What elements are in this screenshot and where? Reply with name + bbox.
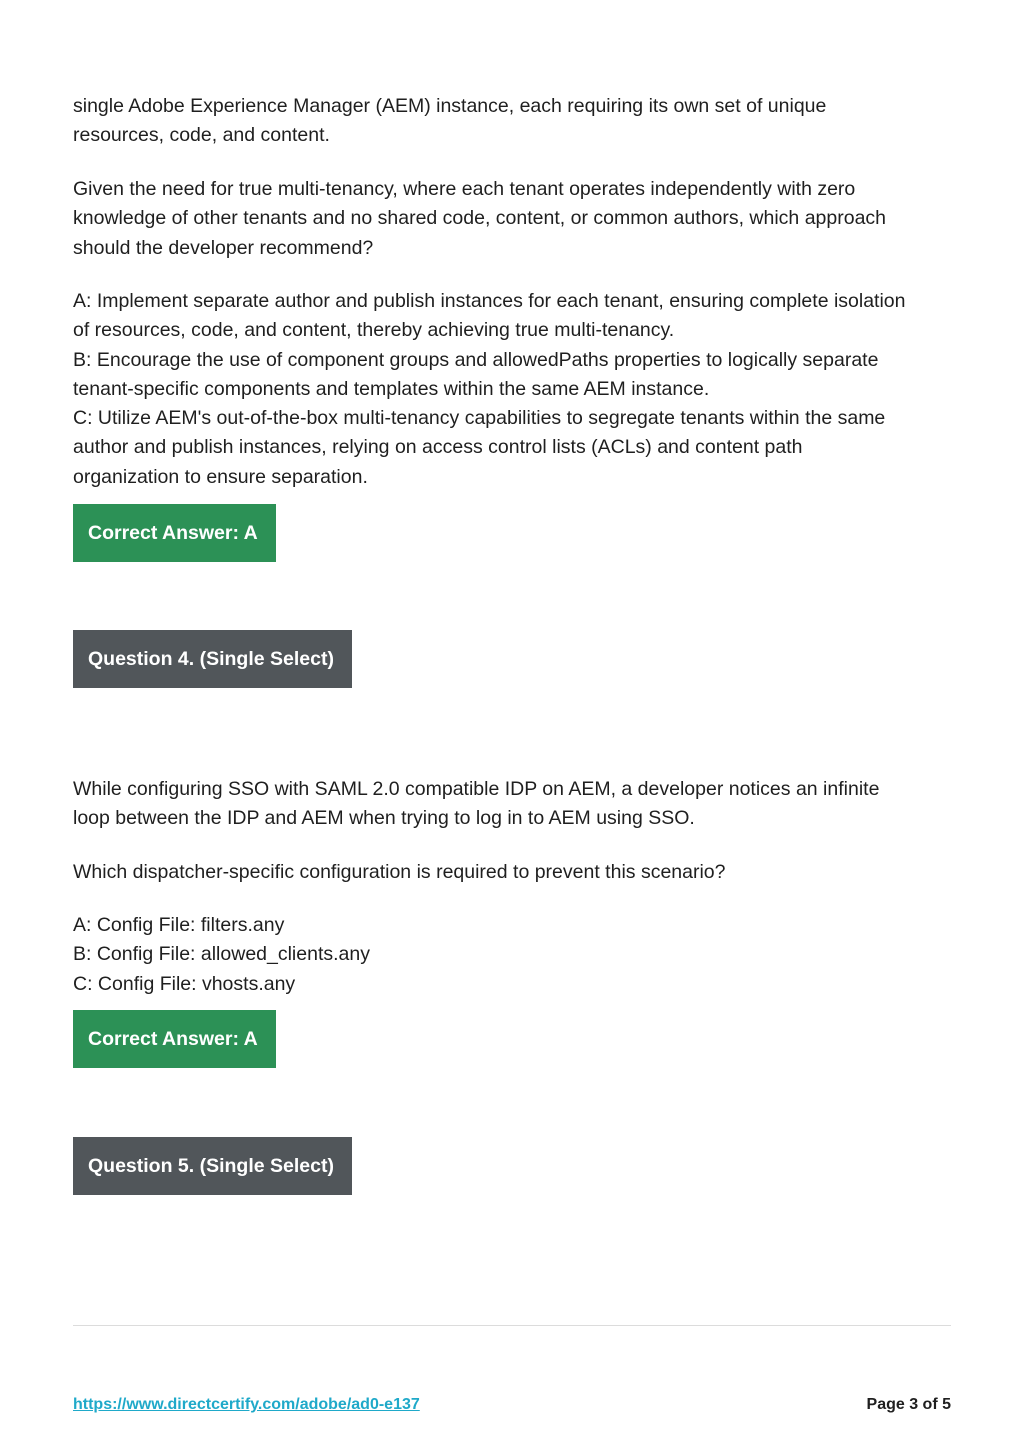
text-line: Given the need for true multi-tenancy, where each tenant operates independently with zero bbox=[73, 178, 856, 200]
option-line: C: Config File: vhosts.any bbox=[73, 972, 296, 995]
option-line: of resources, code, and content, thereby achieving true multi-tenancy. bbox=[73, 319, 675, 342]
q4-header-badge: Question 4. (Single Select) bbox=[73, 630, 352, 688]
option-line: B: Config File: allowed_clients.any bbox=[73, 943, 370, 966]
q3-options bbox=[73, 287, 963, 492]
text-line: knowledge of other tenants and no shared code, content, or common authors, which approach bbox=[73, 207, 887, 230]
text-line: single Adobe Experience Manager (AEM) instance, each requiring its own set of unique bbox=[73, 95, 827, 117]
footer-website-link[interactable]: https://www.directcertify.com/adobe/ad0-e137 bbox=[73, 1396, 420, 1413]
q4-options bbox=[73, 911, 963, 999]
option-line: B: Encourage the use of component groups and allowedPaths properties to logically separate bbox=[73, 348, 879, 371]
q4-scenario-text bbox=[73, 775, 963, 834]
footer-divider bbox=[73, 1325, 951, 1326]
q3-intro-text bbox=[73, 92, 963, 151]
q3-question-text bbox=[73, 175, 963, 263]
option-line: A: Config File: filters.any bbox=[73, 914, 285, 936]
q5-header-badge: Question 5. (Single Select) bbox=[73, 1137, 352, 1195]
option-line: C: Utilize AEM's out-of-the-box multi-tenancy capabilities to segregate tenants within the same bbox=[73, 407, 886, 430]
text-line: resources, code, and content. bbox=[73, 124, 330, 147]
text-line: should the developer recommend? bbox=[73, 236, 374, 259]
option-line: A: Implement separate author and publish instances for each tenant, ensuring complete isolation bbox=[73, 290, 906, 312]
option-line: author and publish instances, relying on access control lists (ACLs) and content path bbox=[73, 436, 803, 459]
option-line: organization to ensure separation. bbox=[73, 465, 368, 488]
q3-correct-answer-badge: Correct Answer: A bbox=[73, 504, 276, 562]
page-number: Page 3 of 5 bbox=[866, 1396, 951, 1413]
option-line: tenant-specific components and templates within the same AEM instance. bbox=[73, 377, 710, 400]
text-line: While configuring SSO with SAML 2.0 compatible IDP on AEM, a developer notices an infinite bbox=[73, 778, 880, 800]
q4-question-text bbox=[73, 858, 963, 887]
q4-correct-answer-badge: Correct Answer: A bbox=[73, 1010, 276, 1068]
text-line: Which dispatcher-specific configuration is required to prevent this scenario? bbox=[73, 861, 726, 883]
text-line: loop between the IDP and AEM when trying to log in to AEM using SSO. bbox=[73, 807, 695, 830]
